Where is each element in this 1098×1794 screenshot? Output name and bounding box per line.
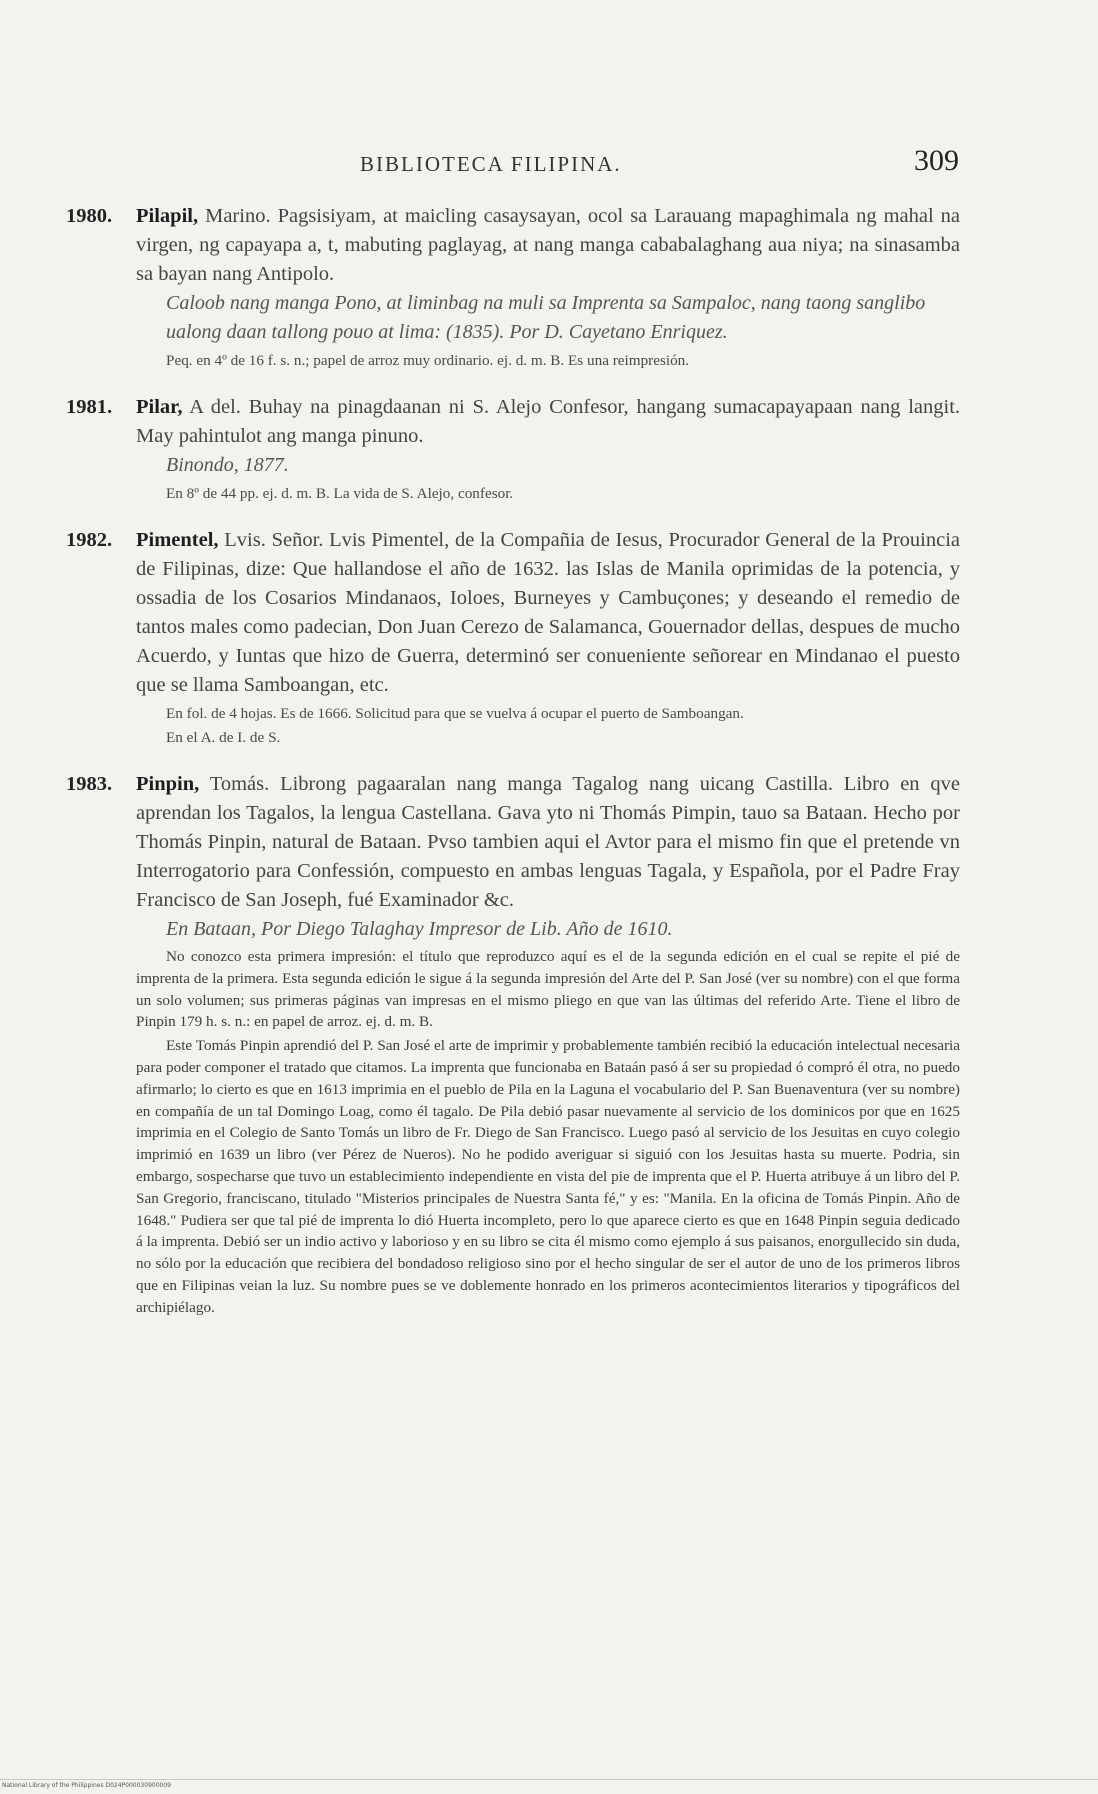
entry-author-rest: Marino.: [205, 205, 271, 227]
entry-note: En fol. de 4 hojas. Es de 1666. Solicitud para que se vuelva á ocupar el puerto de Samboangan.: [166, 705, 744, 722]
entry-title: Librong pagaaralan nang manga Tagalog nang uicang Castilla. Libro en qve aprendan los Tagalos, la lengua Castellana. Gava yto ni Thomás Pimpin, tauo sa Bataan. Hecho por Thomás Pinpin, natural de Bataan. Pvso tambien aqui el Avtor para el mismo fin que el pretende vn Interrogatorio para Confessión, compuesto en ambas lenguas Tagala, y Española, por el Padre Fray Francisco de San Joseph, fué Examinador &c.: [136, 773, 960, 911]
entry-note-location: En el A. de I. de S.: [166, 729, 281, 746]
entry-author: Pilapil,: [136, 205, 199, 227]
entry-note-paragraph: No conozco esta primera impresión: el título que reproduzco aquí es el de la segunda edición en el cual se repite el pié de imprenta de la primera. Esta segunda edición le sigue á la segunda impresión del Arte del P. San José (ver su nombre) con el que forma un solo volumen; sus primeras páginas van impresas en el mismo pliego en que van las últimas del referido Arte. Tiene el libro de Pinpin 179 h. s. n.: en papel de arroz. ej. d. m. B.: [136, 948, 960, 1031]
running-title: BIBLIOTECA FILIPINA.: [360, 152, 622, 176]
entry-1982: [66, 526, 961, 748]
entry-note: En 8º de 44 pp. ej. d. m. B. La vida de S. Alejo, confesor.: [166, 485, 514, 502]
entry-text: [66, 202, 961, 289]
entry-author-rest: Tomás.: [209, 773, 270, 795]
entry-text: [66, 526, 961, 700]
entry-author-rest: Lvis.: [224, 529, 266, 551]
entry-author: Pinpin,: [136, 773, 200, 795]
entry-number: 1982.: [66, 529, 113, 551]
footer-rule: [0, 1779, 1098, 1780]
entry-number: 1980.: [66, 205, 113, 227]
entry-note: Peq. en 4º de 16 f. s. n.; papel de arroz muy ordinario. ej. d. m. B. Es una reimpresión.: [166, 352, 690, 369]
entry-1981: [66, 393, 961, 504]
entry-text: [66, 770, 960, 915]
entry-number: 1981.: [66, 396, 113, 418]
page-number: 309: [914, 144, 959, 177]
entry-title: Pagsisiyam, at maicling casaysayan, ocol sa Larauang mapaghimala ng mahal na virgen, ng capayapa a, t, mabuting paglayag, at nang manga cababalaghang aua niya; na sinasamba sa bayan nang Antipolo.: [136, 205, 961, 285]
entry-author: Pimentel,: [136, 529, 219, 551]
entry-imprint: Binondo, 1877.: [166, 454, 289, 476]
entry-number: 1983.: [66, 773, 113, 795]
entry-author: Pilar,: [136, 396, 183, 418]
entry-text: [66, 393, 961, 451]
entry-note-paragraph: Este Tomás Pinpin aprendió del P. San José el arte de imprimir y probablemente también recibió la educación intelectual necesaria para poder componer el tratado que citamos. La imprenta que funcionaba en Bataán pasó á ser su propiedad ó compró él otra, no puedo afirmarlo; lo cierto es que en 1613 imprimia en el pueblo de Pila en la Laguna el vocabulario del P. San Buenaventura (ver su nombre) en compañía de un tal Domingo Loag, como él tagalo. De Pila debió pasar nuevamente al servicio de los dominicos por que en 1625 imprimia en el Colegio de Santo Tomás un libro de Fr. Diego de San Francisco. Luego pasó al servicio de los Jesuitas en cuyo colegio imprimió en 1639 un libro (ver Pérez de Nueros). No he podido averiguar si siguió con los Jesuitas hasta su muerte. Podria, sin embargo, sospecharse que tuvo un establecimiento independiente en vista del pie de imprenta que el P. Huerta atribuye á un libro del P. San Gregorio, franciscano, titulado "Misterios principales de Nuestra Santa fé," y es: "Manila. En la oficina de Tomás Pinpin. Año de 1648." Pudiera ser que tal pié de imprenta lo dió Huerta incompleto, pero lo que aparece cierto es que en 1648 Pinpin seguia dedicado á la imprenta. Debió ser un indio activo y laborioso y en su libro se cita él mismo como ejemplo á sus paisanos, enorgullecido sin duda, no sólo por la educación que recibiera del bondadoso religioso sino por el hecho singular de ser el autor de uno de los primeros libros que en Filipinas veian la luz. Su nombre pues se ve doblemente honrado en los primeros acontecimientos literarios y tipográficos del archipiélago.: [136, 1037, 960, 1316]
entry-title: Buhay na pinagdaanan ni S. Alejo Confesor, hangang sumacapayapaan nang langit. May pahintulot ang manga pinuno.: [136, 396, 961, 447]
entry-title: Señor. Lvis Pimentel, de la Compañia de Iesus, Procurador General de la Prouincia de Filipinas, dize: Que hallandose el año de 1632. las Islas de Manila oprimidas de la potencia, y ossadia de los Cosarios Mindanaos, Ioloes, Burneyes y Cambuçones; y deseando el remedio de tantos males como padecian, Don Juan Cerezo de Salamanca, Gouernador dellas, despues de mucho Acuerdo, y Iuntas que hizo de Guerra, determinó ser conueniente señorear en Mindanao el puesto que se llama Samboangan, etc.: [136, 529, 961, 696]
entry-1980: [66, 202, 961, 371]
entry-imprint: Caloob nang manga Pono, at liminbag na muli sa Imprenta sa Sampaloc, nang taong sanglibo ualong daan tallong pouo at lima: (1835). Por D. Cayetano Enriquez.: [166, 292, 926, 343]
entry-imprint: En Bataan, Por Diego Talaghay Impresor de Lib. Año de 1610.: [166, 918, 673, 940]
entry-1983: [66, 770, 960, 1319]
entry-list: [66, 202, 961, 1341]
entry-author-rest: A del.: [189, 396, 241, 418]
library-stamp: National Library of the Philippines D024P000030900009: [2, 1782, 171, 1789]
